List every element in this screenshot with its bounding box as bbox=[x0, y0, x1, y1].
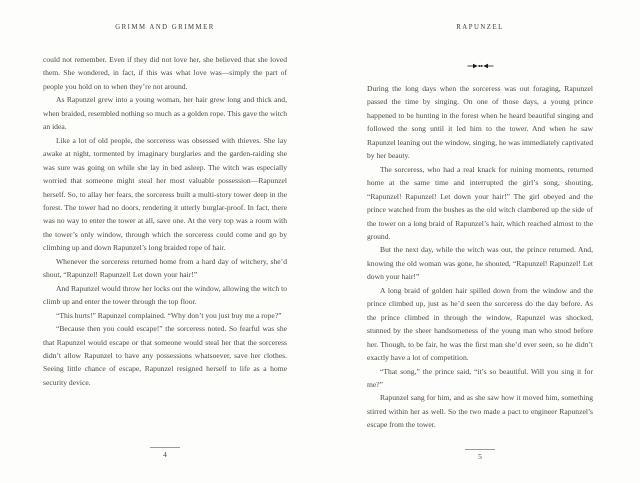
right-page-body bbox=[367, 82, 593, 432]
paragraph: And Rapunzel would throw her locks out the window, allowing the witch to climb up and enter the tower through the top floor. bbox=[43, 283, 287, 307]
paragraph: The sorceress, who had a real knack for ruining moments, returned home at the same time and interrupted the girl’s song, shouting, “Rapunzel! Rapunzel! Let down your hair!” The girl obeyed and the prince watched from the bushes as the old witch clambered up the side of the tower on a long braid of Rapunzel’s hair, which reached almost to the ground. bbox=[367, 164, 593, 241]
paragraph: But the next day, while the witch was out, the prince returned. And, knowing the old woman was gone, he shouted, “Rapunzel! Rapunzel! Let down your hair!” bbox=[367, 245, 593, 282]
paragraph: Rapunzel sang for him, and as she saw how it moved him, something stirred within her as well. So the two made a pact to engineer Rapunzel’s escape from the tower. bbox=[367, 393, 593, 430]
paragraph: “That song,” the prince said, “it’s so beautiful. Will you sing it for me?” bbox=[367, 366, 593, 389]
paragraph: could not remember. Even if they did not love her, she believed that she loved them. She wondered, in fact, if this was what love was—simply the part of people you hold on to when they’re not around. bbox=[43, 55, 287, 91]
page-number-right: 5 bbox=[478, 452, 482, 461]
paragraph: “Because then you could escape!” the sorceress noted. So fearful was she that Rapunzel would escape or that someone would steal her that the sorceress didn’t allow Rapunzel to have any possessions whatsoever, save her clothes. Seeing little chance of escape, Rapunzel resigned herself to life as a home security device. bbox=[43, 324, 287, 387]
running-header-right: RAPUNZEL bbox=[456, 24, 504, 31]
section-break-icon bbox=[367, 62, 593, 70]
paragraph: Whenever the sorceress returned home from a hard day of witchery, she’d shout, “Rapunzel! Rapunzel! Let down your hair!” bbox=[43, 256, 287, 280]
running-header-left: GRIMM AND GRIMMER bbox=[115, 24, 215, 31]
left-page-body bbox=[43, 53, 287, 389]
paragraph: A long braid of golden hair spilled down from the window and the prince climbed up, just as he’d seen the sorceress do the day before. As the prince climbed in through the window, Rapunzel was shocked, stunned by the sheer handsomeness of the young man who stood before her. Though, to be fair, he was the first man she’d ever seen, so he didn’t exactly have a lot of competition. bbox=[367, 285, 593, 363]
paragraph: “This hurts!” Rapunzel complained. “Why don’t you just buy me a rope?” bbox=[56, 310, 282, 320]
folio-rule-left bbox=[150, 447, 180, 448]
page-number-left: 4 bbox=[163, 450, 167, 459]
paragraph: Like a lot of old people, the sorceress was obsessed with thieves. She lay awake at night, tormented by imaginary burglaries and the garden-raiding she was sure was going on while she lay in bed asleep. The witch was especially worried that someone might steal her most valuable possession—Rapunzel herself. So, to allay her fears, the sorceress built a multi-story tower deep in the forest. The tower had no doors, rendering it utterly burglar-proof. In fact, there was no way to enter the tower at all, save one. At the very top was a room with the tower’s only window, through which the sorceress could come and go by climbing up and down Rapunzel’s long braided rope of hair. bbox=[43, 135, 287, 253]
paragraph: As Rapunzel grew into a young woman, her hair grew long and thick and, when braided, resembled nothing so much as a golden rope. This gave the witch an idea. bbox=[43, 95, 287, 132]
paragraph: During the long days when the sorceress was out foraging, Rapunzel passed the time by singing. On one of those days, a young prince happened to be hunting in the forest when he heard beautiful singing and followed the song until it led him to the tower. And when he saw Rapunzel leaning out the window, singing, he was immediately captivated by her beauty. bbox=[367, 84, 593, 161]
folio-rule-right bbox=[465, 449, 495, 450]
